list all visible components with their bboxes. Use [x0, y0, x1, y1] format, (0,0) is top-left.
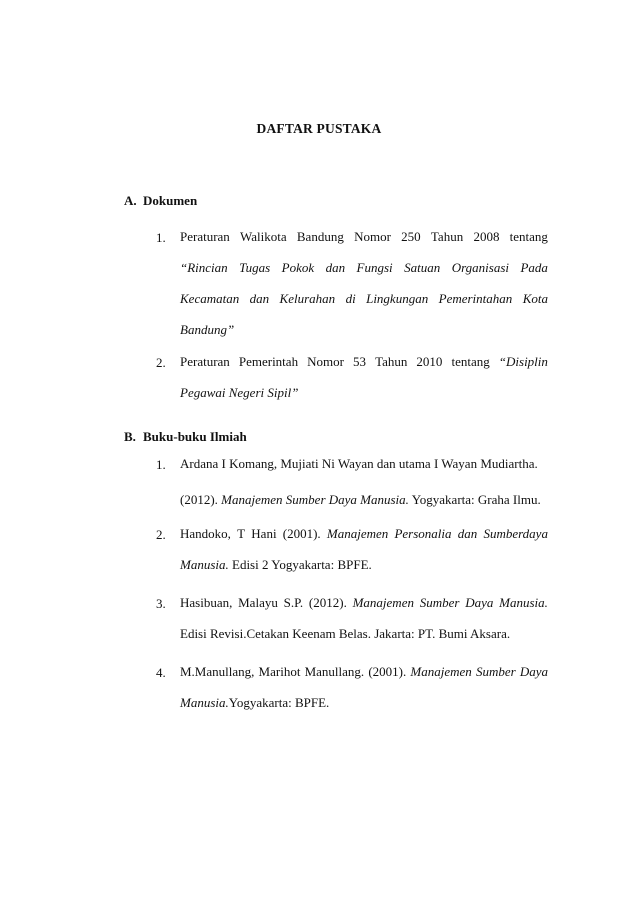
word: (2001). [282, 526, 321, 541]
word: tentang [509, 229, 548, 244]
entry-line [180, 527, 548, 540]
entry-line [180, 261, 548, 274]
reference-entry [156, 457, 548, 506]
word: Nomor [307, 354, 344, 369]
word: Fungsi [356, 260, 393, 275]
entry-number: 2. [156, 527, 166, 542]
entry-line [180, 596, 548, 609]
entry-italic-text: Manajemen Sumber Daya Manusia. [221, 492, 409, 507]
word: Hani [251, 526, 277, 541]
page-title: DAFTAR PUSTAKA [256, 121, 382, 136]
word: Daya [465, 595, 494, 610]
word: Pokok [281, 260, 315, 275]
word: Satuan [404, 260, 441, 275]
word: S.P. [283, 595, 304, 610]
word: dan [457, 526, 478, 541]
entry-year: (2012). [180, 492, 218, 507]
word: Peraturan [180, 354, 230, 369]
reference-entry [156, 230, 548, 336]
entry-publisher: Yogyakarta: BPFE. [228, 695, 330, 710]
entry-number: 3. [156, 596, 166, 611]
entry-line: Pegawai Negeri Sipil” [180, 385, 299, 400]
word: (2001). [368, 664, 407, 679]
word: Peraturan [180, 229, 230, 244]
word: Nomor [354, 229, 391, 244]
word: Kelurahan [279, 291, 336, 306]
entry-line [180, 665, 548, 678]
reference-entry [156, 527, 548, 571]
word: Malayu [238, 595, 278, 610]
word: Bandung [296, 229, 344, 244]
word: Handoko, [180, 526, 231, 541]
word: (2012). [308, 595, 347, 610]
section-heading-buku-ilmiah [124, 429, 247, 445]
word: Manusia. [499, 595, 548, 610]
reference-entry [156, 596, 548, 640]
entry-italic-text: Manusia. [180, 695, 229, 710]
section-letter: B. [124, 429, 136, 444]
entry-publisher: Yogyakarta: Graha Ilmu. [411, 492, 541, 507]
word: 2010 [416, 354, 443, 369]
word: Daya [519, 664, 548, 679]
section-title: Buku-buku Ilmiah [143, 429, 247, 444]
word: Hasibuan, [180, 595, 233, 610]
entry-line: Ardana I Komang, Mujiati Ni Wayan dan utama I Wayan Mudiartha. [180, 456, 538, 471]
word: “Rincian [180, 260, 228, 275]
word: Walikota [240, 229, 287, 244]
word: Marihot [258, 664, 301, 679]
word: T [237, 526, 246, 541]
entry-line [180, 696, 548, 709]
word: M.Manullang, [180, 664, 255, 679]
entry-publisher: Edisi 2 Yogyakarta: BPFE. [232, 557, 372, 572]
reference-entry [156, 665, 548, 709]
entry-line [180, 292, 548, 305]
entry-line [180, 493, 548, 506]
word: Manajemen [410, 664, 472, 679]
entry-line: Edisi Revisi.Cetakan Keenam Belas. Jakarta: PT. Bumi Aksara. [180, 626, 511, 641]
reference-entry [156, 355, 548, 399]
entry-number: 4. [156, 665, 166, 680]
entry-number: 2. [156, 355, 166, 370]
entry-number: 1. [156, 457, 166, 472]
word: Pada [520, 260, 548, 275]
entry-line: Bandung” [180, 322, 235, 337]
word: Manullang. [304, 664, 365, 679]
word: Kota [522, 291, 548, 306]
word: Manajemen [352, 595, 414, 610]
word: Lingkungan [366, 291, 429, 306]
word: di [345, 291, 356, 306]
word: Organisasi [451, 260, 510, 275]
entry-italic-text: “Disiplin [498, 354, 548, 369]
word: Manajemen [326, 526, 389, 541]
entry-number: 1. [156, 230, 166, 245]
section-title: Dokumen [143, 193, 198, 208]
word: Sumberdaya [483, 526, 548, 541]
entry-line [180, 230, 548, 243]
entry-line [180, 558, 548, 571]
word: Personalia [394, 526, 452, 541]
section-letter: A. [124, 193, 137, 208]
word: dan [325, 260, 346, 275]
word: dan [249, 291, 270, 306]
word: Sumber [419, 595, 460, 610]
word: Sumber [475, 664, 516, 679]
word: tentang [451, 354, 490, 369]
word: Pemerintah [238, 354, 299, 369]
word: 250 [401, 229, 421, 244]
entry-italic-text: Manusia. [180, 557, 229, 572]
word: Tahun [430, 229, 464, 244]
word: 2008 [473, 229, 500, 244]
section-heading-dokumen [124, 193, 197, 209]
word: Kecamatan [180, 291, 240, 306]
entry-line [180, 355, 548, 368]
word: 53 [353, 354, 367, 369]
word: Tahun [375, 354, 408, 369]
word: Tugas [239, 260, 271, 275]
word: Pemerintahan [438, 291, 513, 306]
